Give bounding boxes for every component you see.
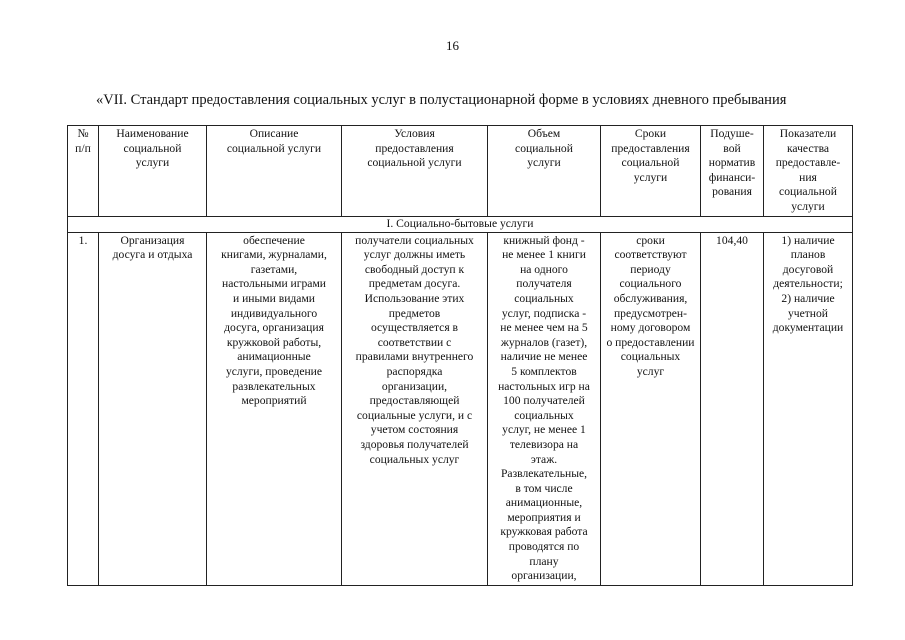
cell-description: обеспечение книгами, журналами, газетами, настольными играми и иными видами индивидуального досуга, организация кружковой работы, анимационные услуги, проведение развлекательных мероприятий [207, 232, 342, 585]
header-service-name: Наименование социальной услуги [99, 126, 207, 217]
header-quality: Показатели качества предоставле- ния социальной услуги [764, 126, 853, 217]
section-title: I. Социально-бытовые услуги [68, 217, 853, 233]
cell-conditions: получатели социальных услуг должны иметь свободный доступ к предметам досуга. Использование этих предметов осуществляется в соответствии с правилами внутреннего распорядка организации, предоставляющей социальные услуги, и с учетом состояния здоровья получателей социальных услуг [342, 232, 488, 585]
cell-num: 1. [68, 232, 99, 585]
services-standard-table [67, 125, 853, 586]
section-row [68, 217, 853, 233]
cell-norm: 104,40 [701, 232, 764, 585]
header-norm: Подуше- вой норматив финанси- рования [701, 126, 764, 217]
cell-terms: сроки соответствуют периоду социального обслуживания, предусмотрен- ному договором о предоставлении социальных услуг [601, 232, 701, 585]
page-number: 16 [446, 38, 459, 53]
header-description: Описание социальной услуги [207, 126, 342, 217]
table-row [68, 232, 853, 585]
header-volume: Объем социальной услуги [488, 126, 601, 217]
table-header-row [68, 126, 853, 217]
cell-service-name: Организация досуга и отдыха [99, 232, 207, 585]
header-conditions: Условия предоставления социальной услуги [342, 126, 488, 217]
header-terms: Сроки предоставления социальной услуги [601, 126, 701, 217]
cell-quality: 1) наличие планов досуговой деятельности; 2) наличие учетной документации [764, 232, 853, 585]
cell-volume: книжный фонд - не менее 1 книги на одного получателя социальных услуг, подписка - не менее чем на 5 журналов (газет), наличие не менее 5 комплектов настольных игр на 100 получателей социальных услуг, не менее 1 телевизора на этаж. Развлекательные, в том числе анимационные, мероприятия и кружковая работа проводятся по плану организации, [488, 232, 601, 585]
document-title: «VII. Стандарт предоставления социальных услуг в полустационарной форме в условиях дневного пребывания [96, 92, 787, 108]
header-num: № п/п [68, 126, 99, 217]
